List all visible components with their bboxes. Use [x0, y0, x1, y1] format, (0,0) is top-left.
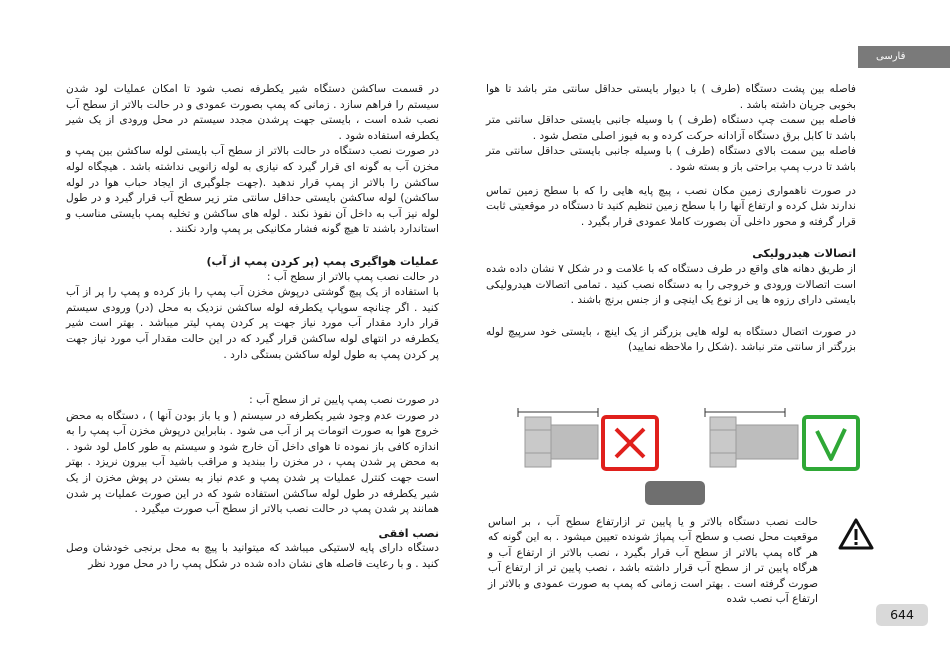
paragraph-priming-below: در صورت عدم وجود شیر یکطرفه در سیستم ( و یا باز بودن آنها ) ، دستگاه به محض خروج هوا به صورت اتومات پر از آب می شود . بنابراین درپوش مخزن آب پمپ را به اندازه کافی باز نموده تا هوای داخل آن خارج شود و سیستم به طور کامل لود شود . به محض پر شدن پمپ ، در مخزن را ببندید و مراقب باشید آب بیرون نریزد . بهتر است جهت کنترل عملیات پر شدن پمپ و عدم نیاز به بستن در پوش مخزن از یک شیر یکطرفه در طول لوله ساکشن استفاده شود که در این صورت عملیات پر شدن همانند پر شدن پمپ در حالت نصب بالاتر از سطح آب صورت میگیرد . — [66, 409, 439, 516]
cross-icon — [603, 417, 657, 469]
paragraph-top-clearance: فاصله بین سمت بالای دستگاه (طرف ) با وسیله جانبی بایستی حداقل سانتی متر باشد تا درب پمپ براحتی باز و بسته شود . — [486, 145, 856, 173]
warning-text: حالت نصب دستگاه بالاتر و یا پایین تر ازارتفاع سطح آب ، بر اساس موقعیت محل نصب و سطح آب پمپاژ شونده تعیین میشود . به این گونه که هر گاه پمپ بالاتر از سطح آب قرار بگیرد ، نصب بالاتر از ارتفاع آب و هرگاه پایین تر از سطح آب قرار داشته باشد ، نصب پایین تر از ارتفاع آب صورت گرفته است . بهتر است زمانی که پمپ به صورت عمودی و بالاتر از ارتفاع آب نصب شده — [488, 516, 818, 606]
heading-hydraulic-connections: اتصالات هیدرولیکی — [752, 247, 856, 261]
paragraph-priming-above: با استفاده از یک پیچ گوشتی درپوش مخزن آب پمپ را باز کرده و پمپ را پر از آب کنید . اگر چنانچه سوپاپ یکطرفه لوله ساکشن نزدیک به محل (در) ورودی سیستم قرار دارد مقدار آب مورد نیاز جهت پر کردن پمپ لیتر میباشد . بهتر است شیر یکطرفه در انتهای لوله ساکشن قرار گیرد که در این حالت مقدار آب مورد نیاز جهت پر کردن پمپ به طول لوله ساکشن بستگی دارد . — [66, 286, 439, 361]
page-number: 644 — [876, 604, 928, 626]
paragraph-uneven-floor: در صورت ناهمواری زمین مکان نصب ، پیچ پایه هایی را که با سطح زمین تماس ندارند شل کرده و ارتفاع آنها را با سطح زمین تنظیم کنید تا دستگاه در موقعیتی ثابت قرار گرفته و محور داخلی آن بصورت کاملا عمودی قرار بگیرد . — [486, 184, 856, 228]
priming-below-title: در صورت نصب پمپ پایین تر از سطح آب : — [249, 394, 439, 407]
priming-above-title: در حالت نصب پمپ بالاتر از سطح آب : — [266, 270, 439, 283]
figure-label-box — [645, 481, 705, 505]
paragraph-pipe-size: در صورت اتصال دستگاه به لوله هایی بزرگتر از یک اینچ ، بایستی خود سرپیچ لوله بزرگتر از سانتی متر نباشد .(شکل را ملاحظه نمایید) — [486, 325, 856, 354]
check-icon — [804, 417, 858, 469]
paragraph-horizontal-install: دستگاه دارای پایه لاستیکی میباشد که میتوانید با پیچ به محل برنجی خودشان وصل کنید . و با رعایت فاصله های نشان داده شده در شکل پمپ را در محل مورد نظر — [66, 542, 439, 571]
heading-priming: عملیات هواگیری پمپ (پر کردن پمپ از آب) — [206, 254, 439, 268]
wrong-fitting-diagram — [518, 408, 598, 467]
paragraph-left-clearance: فاصله بین سمت چپ دستگاه (طرف ) با وسیله جانبی بایستی حداقل سانتی متر باشد تا کابل برق دستگاه آزادانه حرکت کرده و به فیوز اصلی متصل شود . — [486, 114, 856, 142]
heading-horizontal-install: نصب افقی — [378, 526, 439, 540]
language-tab[interactable]: فارسی — [858, 46, 950, 68]
correct-fitting-diagram — [705, 408, 798, 467]
paragraph-suction-pipe: در صورت نصب دستگاه در حالت بالاتر از سطح آب بایستی لوله ساکشن بین پمپ و مخزن آب به گونه ای قرار گیرد که نیازی به لوله زانویی نداشته باشد . هیچگاه لوله ساکشن را بالاتر از پمپ قرار ندهید .(جهت جلوگیری از ایجاد حباب هوا در لوله ساکشن) لوله ساکشن بایستی حداقل سانتی متر زیر سطح آب قرار گیرد و در طول لوله نیز آب به داخل آن نفوذ نکند . لوله های ساکشن و تخلیه پمپ بایستی مناسب و استاندارد باشند تا هیچ گونه فشار مکانیکی بر پمپ وارد نکنند . — [66, 145, 439, 236]
left-column — [66, 82, 439, 573]
warning-icon — [838, 518, 874, 550]
paragraph-back-clearance: فاصله بین پشت دستگاه (طرف ) با دیوار بایستی حداقل سانتی متر باشد تا هوا بخوبی جریان داشته باشد . — [486, 83, 856, 111]
paragraph-check-valve: در قسمت ساکشن دستگاه شیر یکطرفه نصب شود تا امکان عملیات لود شدن سیستم را فراهم سازد . زمانی که پمپ بصورت عمودی و در حالت بالاتر از سطح آب نصب شده است ، بایستی جهت پرشدن مجدد سیستم در محل ورودی از یک شیر یکطرفه استفاده شود . — [66, 83, 439, 142]
right-column — [486, 82, 856, 356]
paragraph-connections: از طریق دهانه های واقع در طرف دستگاه که با علامت و در شکل ۷ نشان داده شده است اتصالات ورودی و خروجی را به دستگاه نصب کنید . تمامی اتصالات هیدرولیکی بایستی دارای رزوه ها یی از نوع یک اینچی و از جنس برنج باشند . — [486, 262, 856, 307]
